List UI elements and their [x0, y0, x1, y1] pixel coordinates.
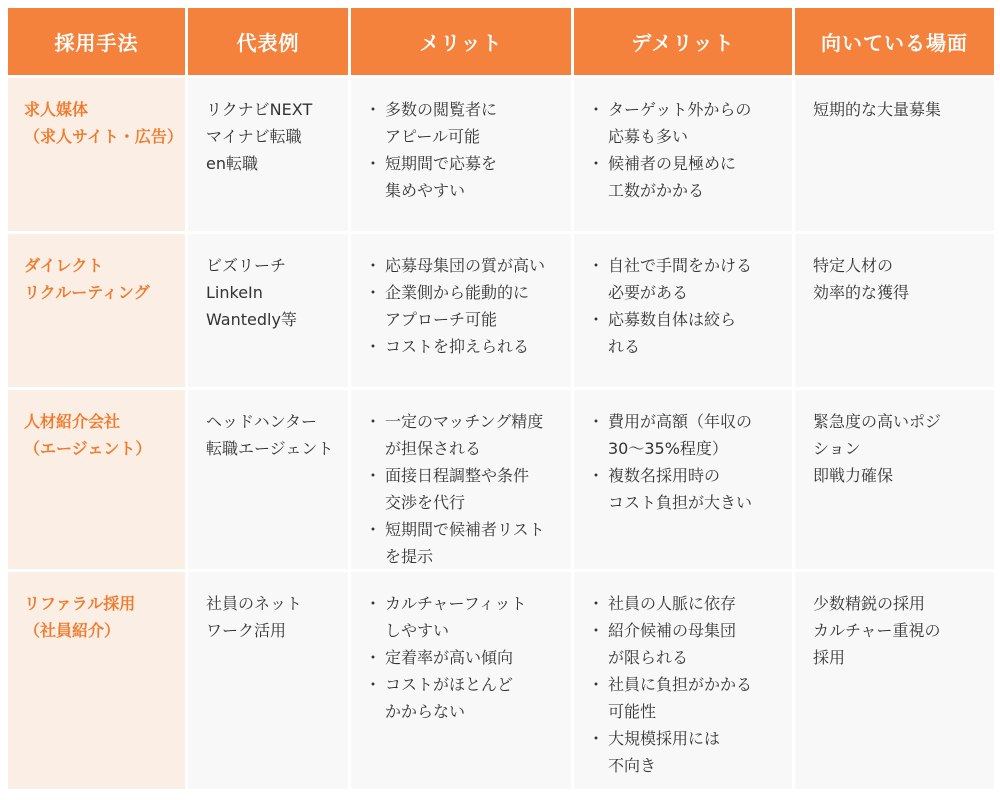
header-demerits: デメリット	[574, 8, 795, 78]
row-demerits	[574, 234, 795, 390]
row-demerits	[574, 78, 795, 234]
merit-item: ・ 一定のマッチング精度 が担保される	[367, 408, 563, 462]
row-scene: 少数精鋭の採用 カルチャー重視の 採用	[795, 572, 994, 792]
row-method: 求人媒体 （求人サイト・広告）	[8, 78, 188, 234]
row-examples: リクナビNEXT マイナビ転職 en転職	[188, 78, 351, 234]
merit-item: ・ カルチャーフィット しやすい	[367, 590, 563, 644]
recruitment-methods-table	[8, 8, 994, 792]
row-scene: 短期的な大量募集	[795, 78, 994, 234]
row-merits	[351, 234, 574, 390]
row-merits	[351, 78, 574, 234]
row-demerits	[574, 572, 795, 792]
header-examples: 代表例	[188, 8, 351, 78]
merit-item: ・ コストがほとんど かからない	[367, 671, 563, 725]
merit-item: ・ 多数の閲覧者に アピール可能	[367, 96, 563, 150]
merit-item: ・ 定着率が高い傾向	[367, 644, 563, 671]
row-examples: ヘッドハンター 転職エージェント	[188, 390, 351, 572]
row-method: 人材紹介会社 （エージェント）	[8, 390, 188, 572]
row-method: ダイレクト リクルーティング	[8, 234, 188, 390]
demerit-item: ・ 紹介候補の母集団 が限られる	[590, 617, 784, 671]
demerit-item: ・ 候補者の見極めに 工数がかかる	[590, 150, 784, 204]
merit-item: ・ 面接日程調整や条件 交渉を代行	[367, 462, 563, 516]
merit-item: ・ 企業側から能動的に アプローチ可能	[367, 279, 563, 333]
demerit-item: ・ 社員に負担がかかる 可能性	[590, 671, 784, 725]
merit-item: ・ 短期間で応募を 集めやすい	[367, 150, 563, 204]
header-merits: メリット	[351, 8, 574, 78]
row-demerits	[574, 390, 795, 572]
row-examples: ビズリーチ LinkeIn Wantedly等	[188, 234, 351, 390]
header-method: 採用手法	[8, 8, 188, 78]
merit-item: ・ 短期間で候補者リスト を提示	[367, 516, 563, 570]
demerit-item: ・ 社員の人脈に依存	[590, 590, 784, 617]
demerit-item: ・ 応募数自体は絞ら れる	[590, 306, 784, 360]
merit-item: ・ コストを抑えられる	[367, 333, 563, 360]
demerit-item: ・ 自社で手間をかける 必要がある	[590, 252, 784, 306]
header-scene: 向いている場面	[795, 8, 994, 78]
merit-item: ・ 応募母集団の質が高い	[367, 252, 563, 279]
row-merits	[351, 572, 574, 792]
row-method: リファラル採用 （社員紹介）	[8, 572, 188, 792]
demerit-item: ・ 複数名採用時の コスト負担が大きい	[590, 462, 784, 516]
row-merits	[351, 390, 574, 572]
row-examples: 社員のネット ワーク活用	[188, 572, 351, 792]
row-scene: 緊急度の高いポジ ション 即戦力確保	[795, 390, 994, 572]
row-scene: 特定人材の 効率的な獲得	[795, 234, 994, 390]
demerit-item: ・ ターゲット外からの 応募も多い	[590, 96, 784, 150]
demerit-item: ・ 費用が高額（年収の 30〜35%程度）	[590, 408, 784, 462]
demerit-item: ・ 大規模採用には 不向き	[590, 725, 784, 779]
